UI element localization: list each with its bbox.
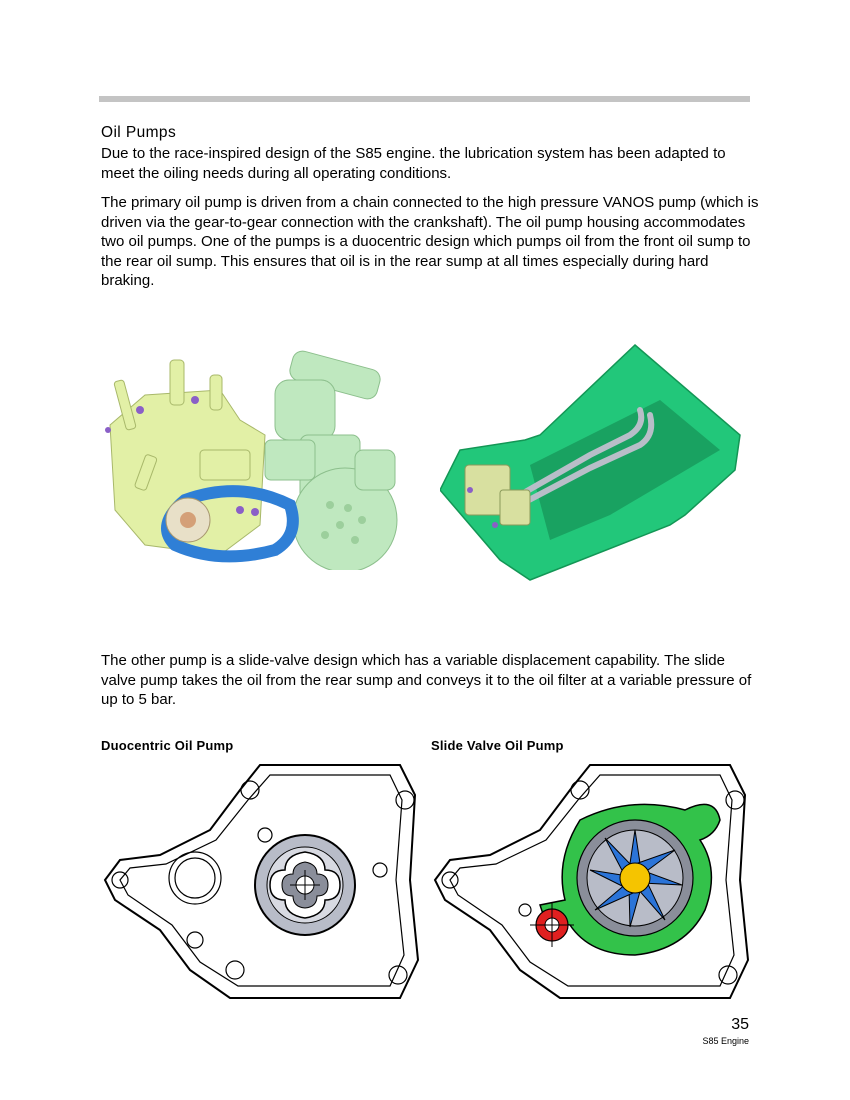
duocentric-caption: Duocentric Oil Pump bbox=[101, 738, 234, 753]
page-footer: S85 Engine bbox=[702, 1036, 749, 1046]
oil-pump-chain-drive-illustration bbox=[100, 340, 420, 570]
oil-sump-illustration bbox=[440, 340, 760, 585]
page-number: 35 bbox=[731, 1016, 749, 1033]
slide-valve-oil-pump-diagram bbox=[430, 760, 760, 1005]
section-heading: Oil Pumps bbox=[101, 124, 177, 141]
duocentric-oil-pump-diagram bbox=[100, 760, 420, 1005]
slide-valve-paragraph: The other pump is a slide-valve design which has a variable displacement capability. The slide valve pump takes the oil from the rear sump and conveys it to the oil filter at a variable pressure of up to 5 bar. bbox=[101, 652, 752, 708]
intro-paragraph: Due to the race-inspired design of the S85 engine. the lubrication system has been adapted to meet the oiling needs during all operating conditions. bbox=[101, 145, 726, 182]
primary-pump-paragraph: The primary oil pump is driven from a chain connected to the high pressure VANOS pump (which is driven via the gear-to-gear connection with the crankshaft). The oil pump housing accommodates two oil pumps. One of the pumps is a duocentric design which pumps oil from the front oil sump to the rear oil sump. This ensures that oil is in the rear sump at all times especially during hard braking. bbox=[101, 194, 759, 289]
slide-valve-caption: Slide Valve Oil Pump bbox=[431, 738, 564, 753]
header-rule bbox=[99, 96, 750, 102]
